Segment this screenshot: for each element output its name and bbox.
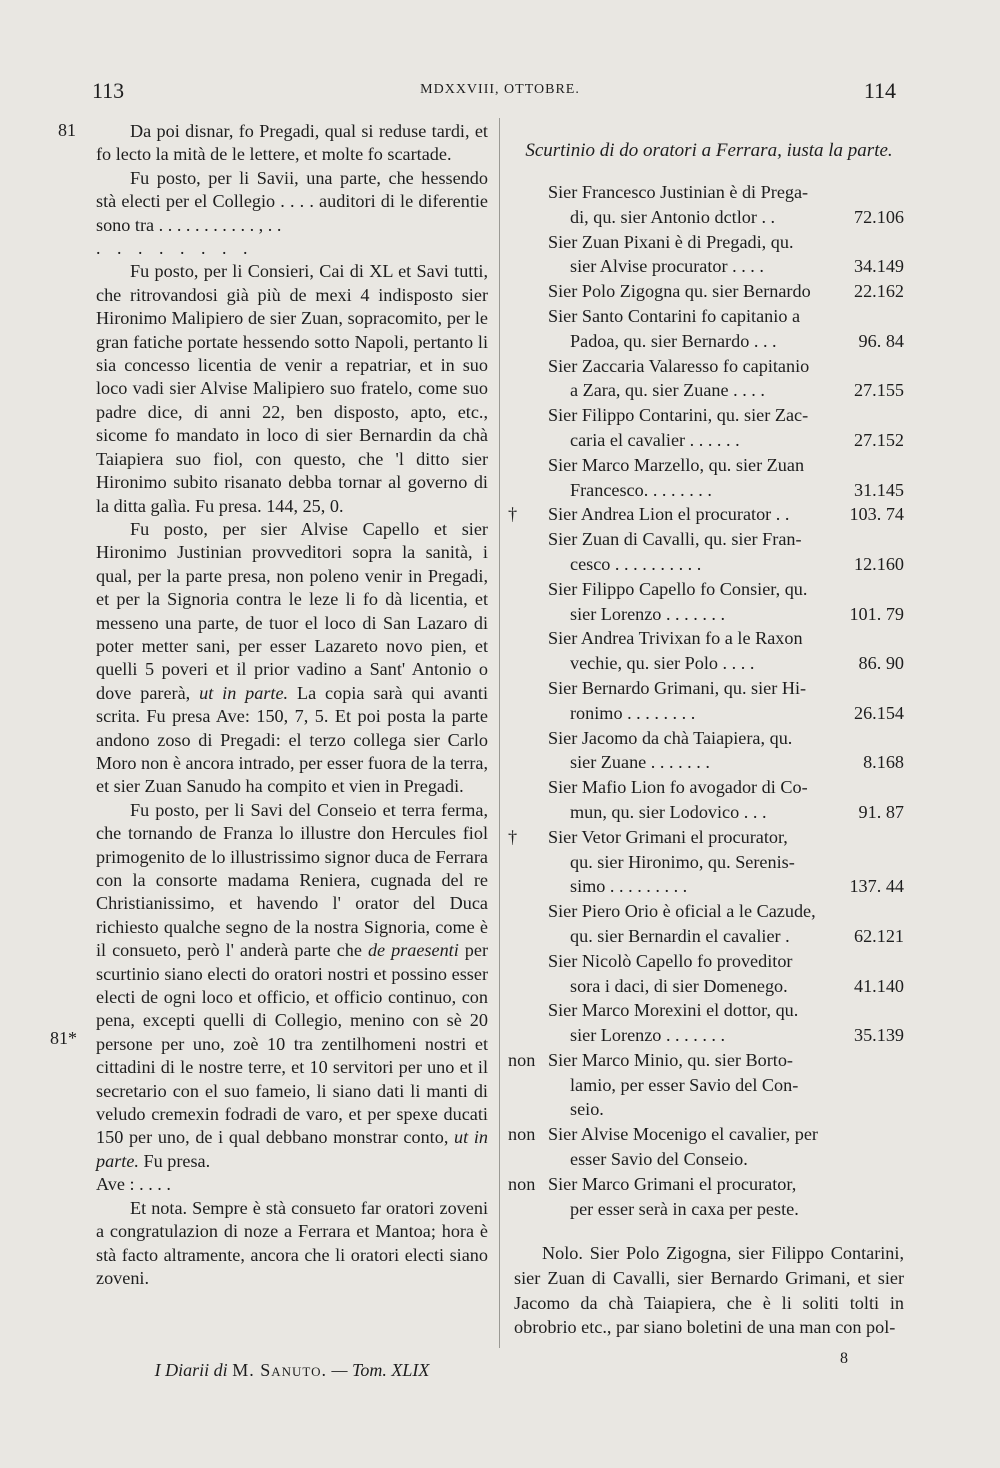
italic-text: ut in parte.	[199, 682, 289, 703]
entry-line: cesco . . . . . . . . . .	[570, 553, 702, 574]
vote-count: 101. 79	[849, 603, 904, 624]
entry-line: Sier Marco Marzello, qu. sier Zuan	[548, 454, 805, 475]
entry-line: Sier Mafio Lion fo avogador di Co-	[548, 777, 808, 798]
scrutiny-entry	[514, 230, 904, 280]
paragraph: Fu posto, per li Savii, una parte, che hessendo stà electi per el Collegio . . . . auditori di le diferentie sono tra . . . . . . . . . . . , . .	[96, 167, 488, 235]
entry-line: Sier Zaccaria Valaresso fo capitanio	[548, 355, 810, 376]
entry-line: Sier Zuan di Cavalli, qu. sier Fran-	[548, 529, 802, 550]
column-divider	[499, 118, 500, 1348]
vote-count: 103. 74	[849, 504, 904, 525]
entry-line: qu. sier Hironimo, qu. Serenis-	[570, 851, 795, 872]
vote-count: 26.154	[853, 702, 904, 723]
scrutiny-entry	[514, 949, 904, 999]
footer-volume: — Tom. XLIX	[331, 1360, 430, 1380]
vote-count: 137. 44	[849, 876, 904, 897]
italic-text: ut in parte.	[96, 1127, 489, 1171]
entry-line: Sier Zuan Pixani è di Pregadi, qu.	[548, 231, 794, 252]
footer-signature-line	[96, 1360, 488, 1381]
page-number-left: 113	[92, 78, 125, 103]
vote-count: 62.121	[853, 925, 904, 946]
paragraph: Fu posto, per li Consieri, Cai di XL et Savi tutti, che ritrovandosi già più de mexi 4 indisposto sier Hironimo Malipiero de sier Zuan, sopracomito, per le gran fatiche portate hessendo sotto Napoli, pertanto li sia concesso licentia de venir a repatriar, et in suo loco vadi sier Alvise Malipiero suo fratelo, come suo padre dice, di anni 22, ben disposto, apto, etc., sicome fo mandato in loco di sier Bernardin da chà Taiapiera suo fiol, con questo, che 'l ditto sier Hironimo subito risanato debba tornar al governo di la ditta galìa. Fu presa. 144, 25, 0.	[96, 261, 488, 516]
entry-line: Sier Santo Contarini fo capitanio a	[548, 305, 801, 326]
text-run: per scurtinio siano electi do oratori nostri et possino esser electi de ogni loco et officio, et officio continuo, con pena, excepti quelli di Collegio, menino con sè 20 persone per uno, zoè 10 tra zentilhomeni nostri et cittadini di le nostre terre, et 10 servitori per uno et il secretario con el suo fameio, li siano dati li manti di veludo cremexin fodradi de varo, et per spexe ducati 150 per uno, de i qual debbano monstrar conto,	[96, 940, 489, 1148]
text-run: Fu presa.	[143, 1150, 211, 1171]
footer-author: M. Sanuto.	[232, 1360, 327, 1380]
entry-line: Sier Nicolò Capello fo proveditor	[548, 950, 793, 971]
entry-line: sier Lorenzo . . . . . . .	[570, 603, 726, 624]
text-run: Fu posto, per li Savi del Conseio et terra ferma, che tornando de Franza lo illustre don Hercules fiol primogenito de lo illustrissimo signor duca de Ferrara con la consorte madama Reniera, cugnada del re Christianissimo, et havendo l' orator del Duca richiesto qualche segno de la nostra Signoria, come è il consueto, però l' anderà parte che	[96, 799, 488, 961]
ellipsis-line: . . . . . . . .	[96, 238, 254, 259]
scrutiny-entry	[508, 502, 904, 527]
scrutiny-entry	[514, 626, 904, 676]
scrutiny-entry	[514, 527, 904, 577]
entry-mark: †	[508, 826, 518, 847]
entry-mark: non	[508, 1124, 536, 1145]
entry-line: Sier Marco Minio, qu. sier Borto-	[548, 1049, 793, 1070]
vote-count: 86. 90	[858, 653, 904, 674]
scrutiny-entry	[508, 1048, 904, 1122]
scrutiny-entry	[514, 354, 904, 404]
vote-count: 27.152	[853, 429, 904, 450]
scrutiny-entry	[514, 577, 904, 627]
entry-line: Sier Marco Morexini el dottor, qu.	[548, 1000, 799, 1021]
entry-line: Sier Piero Orio è oficial a le Cazude,	[548, 901, 816, 922]
entry-line: seio.	[570, 1099, 604, 1120]
entry-line: Sier Andrea Lion el procurator . .	[548, 504, 790, 525]
italic-text: de praesenti	[367, 940, 459, 961]
entry-mark: †	[508, 504, 518, 525]
entry-line: Padoa, qu. sier Bernardo . . .	[570, 330, 777, 351]
entry-line: simo . . . . . . . . .	[570, 876, 688, 897]
entry-line: Sier Francesco Justinian è di Prega-	[548, 182, 809, 202]
left-column	[96, 120, 488, 1290]
entry-mark: non	[508, 1049, 536, 1070]
entry-line: Sier Andrea Trivixan fo a le Raxon	[548, 628, 803, 649]
entry-line: Sier Alvise Mocenigo el cavalier, per	[548, 1124, 818, 1145]
vote-count: 72.106	[853, 206, 904, 227]
margin-number-81: 81	[58, 120, 76, 140]
scrutiny-entry	[514, 403, 904, 453]
scrutiny-entry	[508, 1122, 904, 1172]
scrutiny-entry	[514, 998, 904, 1048]
entry-line: sier Lorenzo . . . . . . .	[570, 1025, 726, 1046]
paragraph: Et nota. Sempre è stà consueto far oratori zoveni a congratulazion di noze a Ferrara et Mantoa; hora è stà facto altramente, ancora che li oratori electi siano zoveni.	[96, 1197, 488, 1288]
entry-line: per esser serà in caxa per peste.	[570, 1198, 799, 1219]
entry-line: lamio, per esser Savio del Con-	[570, 1074, 799, 1095]
entry-line: sier Alvise procurator . . . .	[570, 256, 764, 277]
entry-line: caria el cavalier . . . . . .	[570, 429, 740, 450]
scrutiny-entry	[508, 825, 904, 899]
page-header	[0, 78, 1000, 108]
entry-line: vechie, qu. sier Polo . . . .	[570, 653, 755, 674]
scrutiny-entry	[514, 899, 904, 949]
vote-count: 31.145	[853, 479, 904, 500]
vote-count: 8.168	[863, 752, 904, 773]
entry-line: Sier Filippo Contarini, qu. sier Zac-	[548, 405, 809, 426]
vote-count: 27.155	[853, 380, 904, 401]
paragraph	[96, 518, 488, 799]
vote-count: 12.160	[853, 553, 904, 574]
entry-line: Sier Vetor Grimani el procurator,	[548, 826, 788, 847]
vote-count: 34.149	[853, 256, 904, 277]
entry-line: Sier Polo Zigogna qu. sier Bernardo	[548, 281, 811, 302]
paragraph: Da poi disnar, fo Pregadi, qual si reduse tardi, et fo lecto la mità de le lettere, et molte fo scartade.	[96, 121, 488, 165]
signature-mark: 8	[840, 1350, 848, 1367]
entry-line: a Zara, qu. sier Zuane . . . .	[570, 380, 765, 401]
scrutiny-entry	[514, 676, 904, 726]
entry-line: Sier Marco Grimani el procurator,	[548, 1173, 797, 1194]
scrutiny-entry	[514, 726, 904, 776]
entry-line: Sier Bernardo Grimani, qu. sier Hi-	[548, 677, 807, 698]
scrutiny-entry	[514, 775, 904, 825]
vote-count: 35.139	[853, 1025, 904, 1046]
vote-count: 96. 84	[858, 330, 904, 351]
text-run: La copia sarà qui avanti scrita. Fu presa Ave: 150, 7, 5. Et poi posta la parte andono zoso di Pregadi: el terzo collega sier Carlo Moro non è ancora intrado, per esser fuora de la terra, et sier Zuan Sanudo ha compito et vien in Pregadi.	[96, 682, 489, 797]
entry-line: di, qu. sier Antonio dctlor . .	[570, 206, 776, 227]
entry-line: Sier Filippo Capello fo Consier, qu.	[548, 578, 808, 599]
scrutiny-entry	[514, 180, 904, 230]
scrutiny-heading: Scurtinio di do oratori a Ferrara, iusta la parte.	[525, 140, 893, 161]
scrutiny-entry	[514, 453, 904, 503]
scrutiny-entry	[508, 1172, 904, 1222]
scrutiny-list	[508, 180, 904, 1221]
right-column	[508, 138, 904, 1340]
entry-mark: non	[508, 1173, 536, 1194]
entry-line: sora i daci, di sier Domenego.	[570, 975, 788, 996]
entry-line: Sier Jacomo da chà Taiapiera, qu.	[548, 727, 793, 748]
entry-line: ronimo . . . . . . . .	[570, 702, 696, 723]
scrutiny-entry	[514, 304, 904, 354]
entry-line: mun, qu. sier Lodovico . . .	[570, 801, 767, 822]
page-number-right: 114	[863, 78, 896, 103]
footer-series: I Diarii di	[154, 1360, 228, 1380]
note-paragraph: Nolo. Sier Polo Zigogna, sier Filippo Contarini, sier Zuan di Cavalli, sier Bernardo Grimani, et sier Jacomo da chà Taiapiera, che è li soliti tolti in obrobrio etc., par siano boletini de una man con pol-	[514, 1243, 904, 1338]
entry-line: Francesco. . . . . . . .	[570, 479, 712, 500]
vote-count: 22.162	[853, 281, 904, 302]
entry-line: sier Zuane . . . . . . .	[570, 752, 710, 773]
ave-line: Ave : . . . .	[96, 1174, 171, 1195]
text-run: Fu posto, per sier Alvise Capello et sier Hironimo Justinian provveditori sopra la sanità, i qual, per la parte presa, non poleno venir in Pregadi, et per la Signoria contra le leze li fo dà licentia, et messeno una parte, de tuor el loco di San Lazaro di poter metter sani, per esser Lazareto novo pien, et quelli 5 poveri et il prior vadino a Sant' Antonio o dove parerà,	[96, 518, 488, 703]
entry-line: qu. sier Bernardin el cavalier .	[570, 925, 790, 946]
vote-count: 41.140	[853, 975, 904, 996]
margin-number-81-star: 81*	[50, 1028, 77, 1048]
vote-count: 91. 87	[858, 801, 904, 822]
scrutiny-entry	[514, 279, 904, 304]
paragraph	[96, 799, 488, 1197]
running-title: MDXXVIII, OTTOBRE.	[420, 82, 580, 97]
entry-line: esser Savio del Conseio.	[570, 1149, 748, 1170]
